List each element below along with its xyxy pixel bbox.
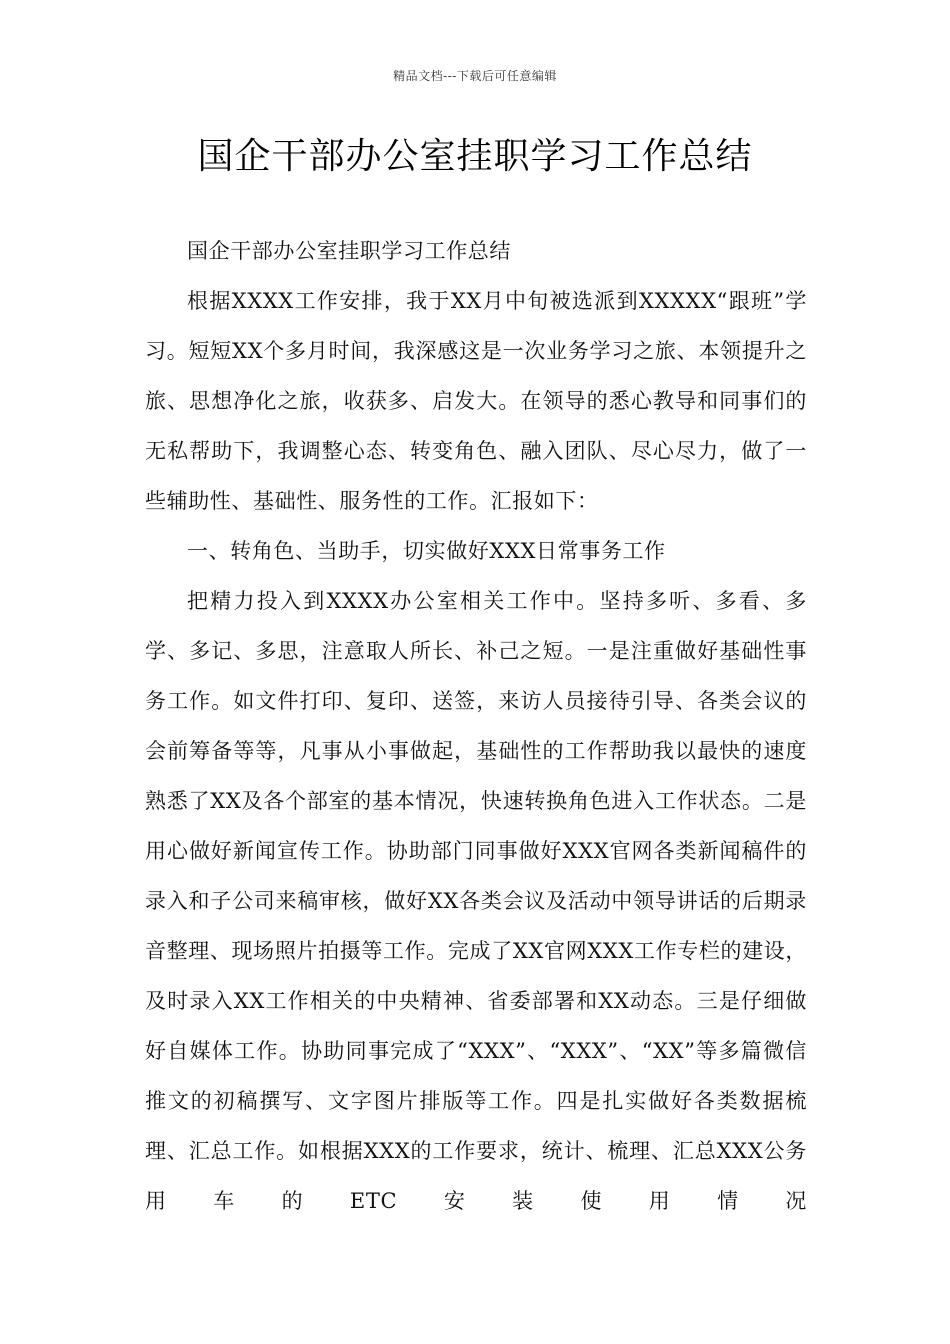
body-paragraph-section-content: 把精力投入到XXXX办公室相关工作中。坚持多听、多看、多学、多记、多思，注意取人所长、补己之短。一是注重做好基础性事务工作。如文件打印、复印、送签，来访人员接待引导、各类会议的会前筹备等等，凡事从小事做起，基础性的工作帮助我以最快的速度熟悉了XX及各个部室的基本情况，快速转换角色进入工作状态。二是用心做好新闻宣传工作。协助部门同事做好XXX官网各类新闻稿件的录入和子公司来稿审核，做好XX各类会议及活动中领导讲话的后期录音整理、现场照片拍摄等工作。完成了XX官网XXX工作专栏的建设，及时录入XX工作相关的中央精神、省委部署和XX动态。三是仔细做好自媒体工作。协助同事完成了“XXX”、“XXX”、“XX”等多篇微信推文的初稿撰写、文字图片排版等工作。四是扎实做好各类数据梳理、汇总工作。如根据XXX的工作要求，统计、梳理、汇总XXX公务用车的ETC安装使用情况	[145, 589, 807, 1213]
body-paragraph-subtitle: 国企干部办公室挂职学习工作总结	[187, 239, 511, 263]
document-title: 国企干部办公室挂职学习工作总结	[197, 136, 753, 177]
document-body	[145, 226, 807, 1226]
body-paragraph-intro: 根据XXXX工作安排，我于XX月中旬被选派到XXXXX“跟班”学习。短短XX个多月时间，我深感这是一次业务学习之旅、本领提升之旅、思想净化之旅，收获多、启发大。在领导的悉心教导和同事们的无私帮助下，我调整心态、转变角色、融入团队、尽心尽力，做了一些辅助性、基础性、服务性的工作。汇报如下：	[145, 289, 807, 513]
header-note: 精品文档---下载后可任意编辑	[393, 69, 557, 83]
body-paragraph-section-heading: 一、转角色、当助手，切实做好XXX日常事务工作	[187, 539, 666, 563]
